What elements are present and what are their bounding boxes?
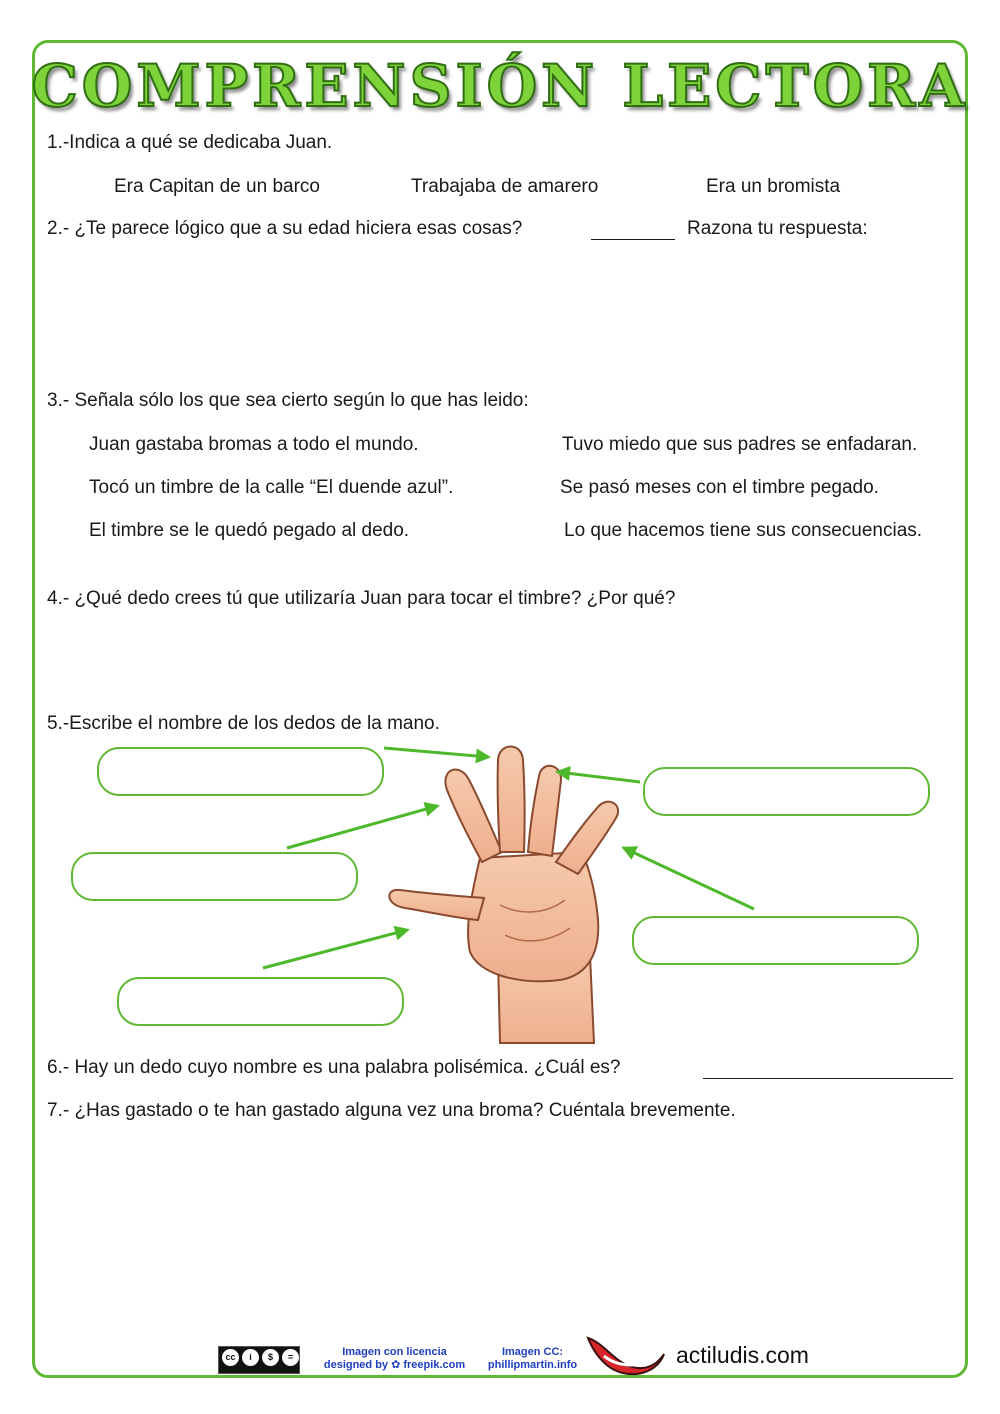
q1-option-3[interactable]: Era un bromista <box>706 176 841 197</box>
q3-statement-3[interactable]: El timbre se le quedó pegado al dedo. <box>89 520 410 541</box>
license-line-2: designed by ✿ freepik.com <box>323 1359 466 1371</box>
question-1: 1.-Indica a qué se dedicaba Juan. <box>47 132 333 153</box>
q3-statement-1[interactable]: Juan gastaba bromas a todo el mundo. <box>89 434 419 455</box>
footer <box>0 1336 1000 1386</box>
cc-line-1: Imagen CC: <box>501 1346 564 1358</box>
actiludis-logo-icon <box>586 1336 666 1378</box>
q6-answer-blank[interactable] <box>703 1078 953 1079</box>
question-3: 3.- Señala sólo los que sea cierto según lo que has leido: <box>47 390 529 411</box>
cc-line-2: phillipmartin.info <box>487 1359 578 1371</box>
q3-statement-2[interactable]: Tocó un timbre de la calle “El duende azul”. <box>89 477 454 498</box>
site-name[interactable]: actiludis.com <box>676 1342 809 1368</box>
hand-icon <box>389 747 618 1044</box>
q1-option-1[interactable]: Era Capitan de un barco <box>114 176 320 197</box>
question-2: 2.- ¿Te parece lógico que a su edad hiciera esas cosas? <box>47 218 523 239</box>
phillipmartin-credit <box>480 1346 585 1372</box>
page-title: COMPRENSIÓN LECTORA <box>31 52 969 120</box>
question-7: 7.- ¿Has gastado o te han gastado alguna vez una broma? Cuéntala brevemente. <box>47 1100 736 1121</box>
question-6: 6.- Hay un dedo cuyo nombre es una palabra polisémica. ¿Cuál es? <box>47 1057 621 1078</box>
q3-statement-5[interactable]: Se pasó meses con el timbre pegado. <box>560 477 879 498</box>
question-5: 5.-Escribe el nombre de los dedos de la mano. <box>47 713 440 734</box>
q1-option-2[interactable]: Trabajaba de amarero <box>411 176 599 197</box>
cc-license-icon: cc i $ = <box>218 1346 300 1374</box>
freepik-credit <box>312 1346 477 1372</box>
license-line-1: Imagen con licencia <box>342 1346 447 1358</box>
question-4: 4.- ¿Qué dedo crees tú que utilizaría Juan para tocar el timbre? ¿Por qué? <box>47 588 676 609</box>
q3-statement-6[interactable]: Lo que hacemos tiene sus consecuencias. <box>564 520 923 541</box>
question-2-suffix: Razona tu respuesta: <box>687 218 868 239</box>
q3-statement-4[interactable]: Tuvo miedo que sus padres se enfadaran. <box>562 434 918 455</box>
